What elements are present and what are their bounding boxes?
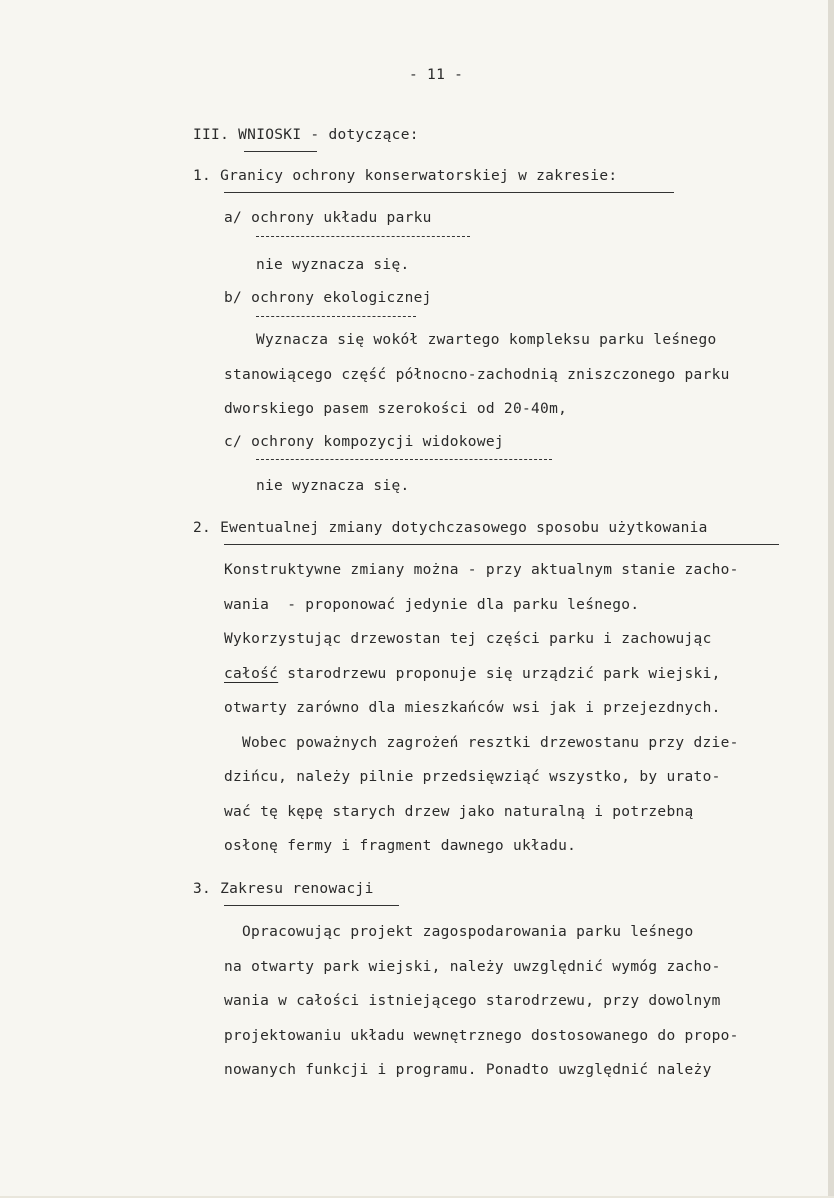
section-3-line-2: na otwarty park wiejski, należy uwzględnić wymóg zacho- — [224, 959, 721, 975]
section-3-line-4: projektowaniu układu wewnętrznego dostosowanego do propo- — [224, 1028, 739, 1044]
section-1-number: 1. — [193, 168, 212, 184]
heading-roman: III. — [193, 127, 230, 143]
sub-c-dashed-underline — [256, 459, 552, 460]
section-1-heading — [193, 167, 617, 185]
section-2-underline — [224, 544, 779, 545]
section-2-line-4: całość starodrzewu proponuje się urządzić park wiejski, — [224, 666, 721, 682]
heading-rest: - dotyczące: — [310, 127, 419, 143]
section-3-heading — [193, 880, 374, 898]
section-1-underline — [224, 192, 674, 193]
sub-a-text: nie wyznacza się. — [256, 257, 410, 273]
section-3-title: Zakresu renowacji — [220, 881, 374, 897]
section-2-line-7: dzińcu, należy pilnie przedsięwziąć wszystko, by urato- — [224, 769, 721, 785]
section-heading — [193, 126, 419, 144]
section-2-line-2: wania - proponować jedynie dla parku leśnego. — [224, 597, 640, 613]
section-2-heading — [193, 519, 708, 537]
section-3-line-3: wania w całości istniejącego starodrzewu, przy dowolnym — [224, 993, 721, 1009]
sub-b-text-1: Wyznacza się wokół zwartego kompleksu parku leśnego — [256, 332, 717, 348]
section-2-line-8: wać tę kępę starych drzew jako naturalną i potrzebną — [224, 804, 694, 820]
sub-c-label: c/ ochrony kompozycji widokowej — [224, 434, 504, 450]
section-3-line-1: Opracowując projekt zagospodarowania parku leśnego — [242, 924, 694, 940]
section-2-line-6: Wobec poważnych zagrożeń resztki drzewostanu przy dzie- — [242, 735, 739, 751]
section-3-number: 3. — [193, 881, 212, 897]
section-2-line-5: otwarty zarówno dla mieszkańców wsi jak i przejezdnych. — [224, 700, 721, 716]
sub-b-label: b/ ochrony ekologicznej — [224, 290, 432, 306]
section-2-line-1: Konstruktywne zmiany można - przy aktualnym stanie zacho- — [224, 562, 739, 578]
page-number: - 11 - — [409, 67, 464, 83]
section-3-underline — [224, 905, 399, 906]
section-3-line-5: nowanych funkcji i programu. Ponadto uwzględnić należy — [224, 1062, 712, 1078]
sub-c-text: nie wyznacza się. — [256, 478, 410, 494]
sub-b-dashed-underline — [256, 316, 416, 317]
section-2-line-9: osłonę fermy i fragment dawnego układu. — [224, 838, 577, 854]
sub-a-dashed-underline — [256, 236, 470, 237]
sub-b-text-3: dworskiego pasem szerokości od 20-40m, — [224, 401, 568, 417]
section-2-line-3: Wykorzystując drzewostan tej części parku i zachowując — [224, 631, 712, 647]
section-1-title: Granicy ochrony konserwatorskiej w zakresie: — [220, 168, 618, 184]
heading-title: WNIOSKI — [238, 127, 302, 143]
underlined-word: całość — [224, 666, 279, 682]
section-2-number: 2. — [193, 520, 212, 536]
heading-underline — [244, 151, 317, 152]
sub-b-text-2: stanowiącego część północno-zachodnią zniszczonego parku — [224, 367, 730, 383]
section-2-title: Ewentualnej zmiany dotychczasowego sposobu użytkowania — [220, 520, 708, 536]
sub-a-label: a/ ochrony układu parku — [224, 210, 432, 226]
